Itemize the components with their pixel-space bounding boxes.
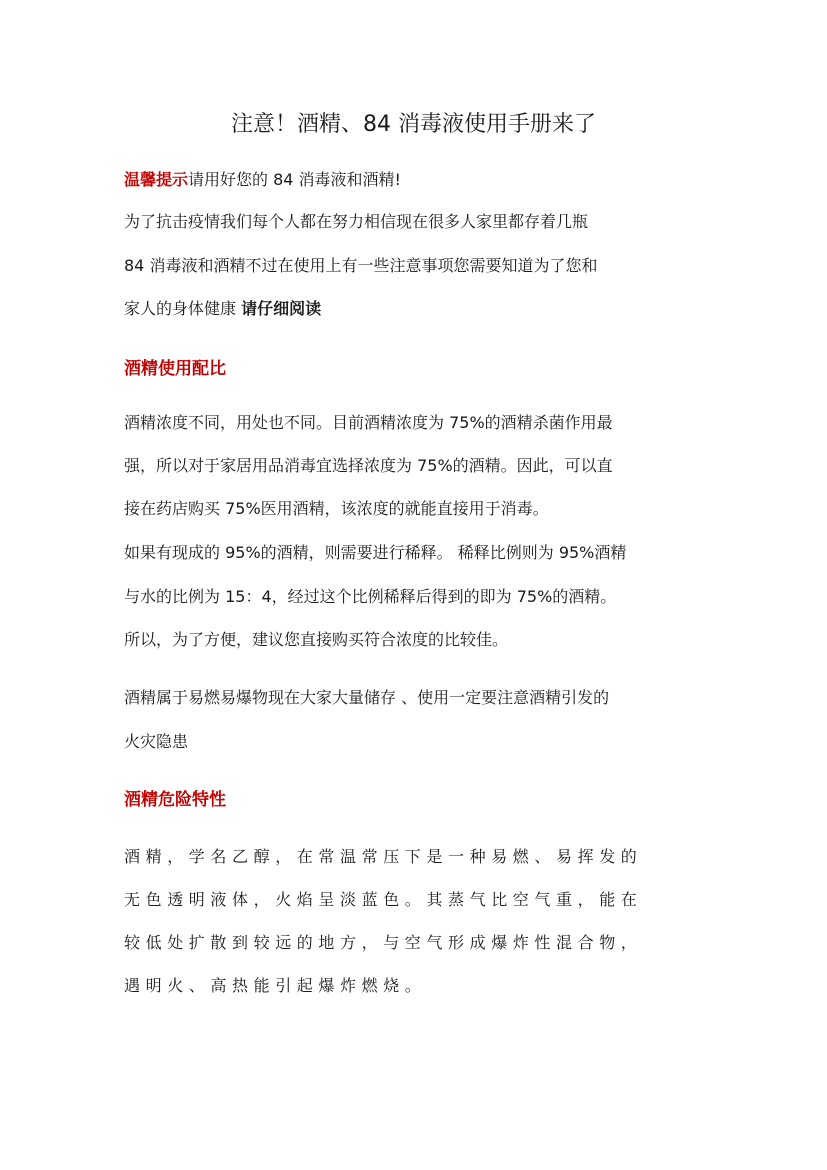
intro-line-2: 84 消毒液和酒精不过在使用上有一些注意事项您需要知道为了您和 [124,256,598,275]
ratio-paragraph-1-line-2: 强，所以对于家居用品消毒宜选择浓度为 75%的酒精。因此，可以直 [124,456,613,475]
hazard-paragraph-line-4: 遇明火、高热能引起爆炸燃烧。 [124,976,427,995]
fire-warning-line-2: 火灾隐患 [124,732,189,751]
ratio-paragraph-2-line-1: 如果有现成的 95%的酒精，则需要进行稀释。 稀释比例则为 95%酒精 [124,543,627,562]
ratio-paragraph-2-line-2: 与水的比例为 15：4，经过这个比例稀释后得到的即为 75%的酒精。 [124,587,617,606]
tip-line [124,168,401,192]
document-title: 注意！酒精、84 消毒液使用手册来了 [231,112,596,137]
ratio-paragraph-2-line-3: 所以，为了方便，建议您直接购买符合浓度的比较佳。 [124,630,509,649]
intro-line-1: 为了抗击疫情我们每个人都在努力相信现在很多人家里都存着几瓶 [124,212,589,231]
intro-line-3-text: 家人的身体健康 [124,299,242,318]
hazard-paragraph-line-3: 较低处扩散到较远的地方，与空气形成爆炸性混合物， [124,933,643,952]
hazard-paragraph-line-1: 酒精，学名乙醇，在常温常压下是一种易燃、易挥发的 [124,847,643,866]
section-heading-alcohol-ratio: 酒精使用配比 [124,359,226,379]
tip-text: 请用好您的 84 消毒液和酒精! [188,170,401,189]
section-heading-alcohol-hazards: 酒精危险特性 [124,790,226,810]
ratio-paragraph-1-line-1: 酒精浓度不同，用处也不同。目前酒精浓度为 75%的酒精杀菌作用最 [124,413,613,432]
intro-line-3 [124,297,321,321]
ratio-paragraph-1-line-3: 接在药店购买 75%医用酒精，该浓度的就能直接用于消毒。 [124,499,549,518]
read-carefully-emphasis: 请仔细阅读 [241,299,322,318]
tip-label: 温馨提示 [124,170,189,189]
hazard-paragraph-line-2: 无色透明液体，火焰呈淡蓝色。其蒸气比空气重，能在 [124,890,643,909]
fire-warning-line-1: 酒精属于易燃易爆物现在大家大量储存 、使用一定要注意酒精引发的 [124,688,610,707]
